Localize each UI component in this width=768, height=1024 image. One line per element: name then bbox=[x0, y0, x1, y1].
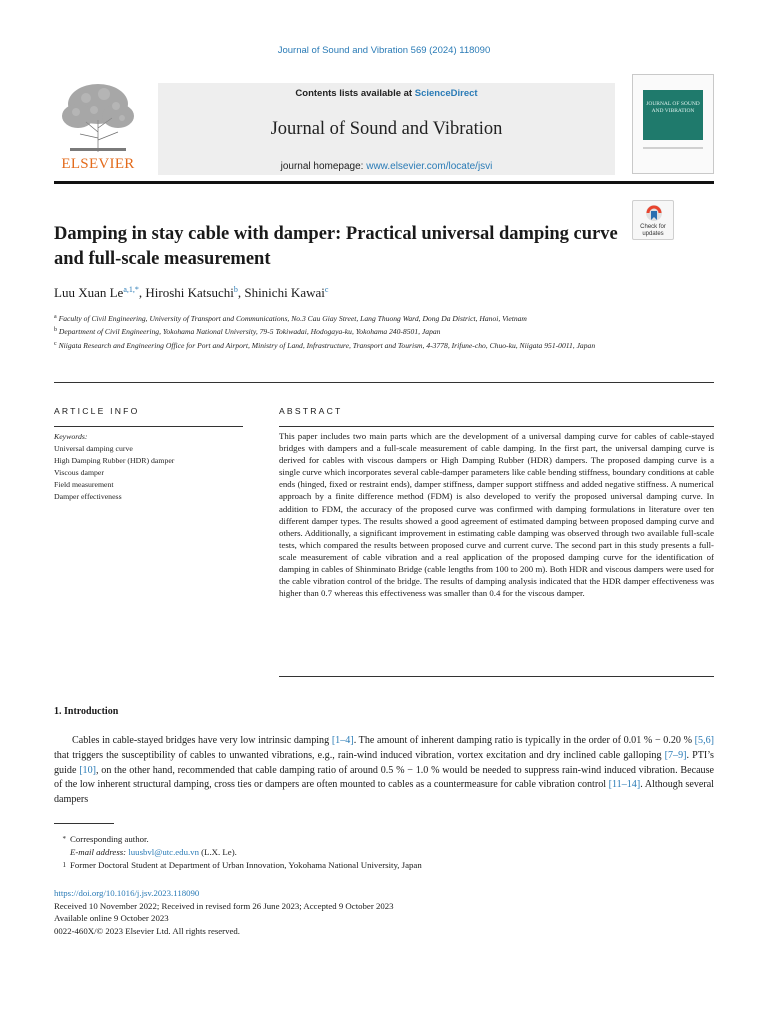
affiliation-item bbox=[54, 312, 614, 324]
journal-masthead bbox=[54, 78, 714, 180]
footnote-text: Former Doctoral Student at Department of Urban Innovation, Yokohama National University, Japan bbox=[70, 860, 422, 870]
email-suffix: (L.X. Le). bbox=[198, 847, 237, 857]
cover-strip bbox=[643, 147, 703, 149]
author-separator: , bbox=[138, 285, 146, 300]
check-label-line2: updates bbox=[642, 231, 664, 237]
cover-panel bbox=[643, 90, 703, 140]
author-affiliation-marks[interactable]: a,1,* bbox=[123, 285, 139, 294]
available-online: Available online 9 October 2023 bbox=[54, 913, 169, 923]
elsevier-logo[interactable] bbox=[54, 78, 144, 174]
intro-text: that triggers the susceptibility of cables to unwanted vibrations, e.g., rain-wind induced vibration, vortex excitation and dry inclined cable galloping bbox=[54, 749, 665, 761]
abstract-rule bbox=[279, 426, 714, 427]
affiliation-mark: c bbox=[54, 340, 57, 347]
footnote-mark: 1 bbox=[62, 861, 66, 869]
contents-line bbox=[158, 88, 615, 99]
reference-link[interactable]: [5,6] bbox=[694, 735, 714, 746]
sciencedirect-link[interactable]: ScienceDirect bbox=[414, 88, 478, 99]
section-divider bbox=[54, 382, 714, 383]
author-separator: , bbox=[237, 285, 245, 300]
journal-citation[interactable]: Journal of Sound and Vibration 569 (2024) 118090 bbox=[277, 45, 491, 56]
keyword-item: Damper effectiveness bbox=[54, 492, 122, 501]
keyword-item: Universal damping curve bbox=[54, 444, 133, 453]
author-affiliation-marks[interactable]: c bbox=[324, 285, 329, 294]
journal-header-box bbox=[158, 83, 615, 175]
received-dates: Received 10 November 2022; Received in revised form 26 June 2023; Accepted 9 October 2023 bbox=[54, 900, 394, 911]
journal-cover-thumbnail[interactable] bbox=[632, 74, 714, 174]
reference-link[interactable]: [1–4] bbox=[331, 735, 354, 746]
tree-emblem-icon bbox=[56, 80, 140, 154]
email-link[interactable]: luusbvl@utc.edu.vn bbox=[128, 847, 199, 857]
keyword-item: Field measurement bbox=[54, 480, 114, 489]
footnote-mark-spacer bbox=[54, 846, 66, 859]
contents-prefix: Contents lists available at bbox=[295, 88, 415, 99]
reference-link[interactable]: [11–14] bbox=[608, 779, 641, 791]
abstract-heading: ABSTRACT bbox=[279, 406, 343, 416]
affiliation-mark: a bbox=[54, 314, 57, 320]
footnote-text: Corresponding author. bbox=[70, 834, 149, 844]
affiliation-item bbox=[54, 325, 614, 337]
affiliation-item bbox=[54, 339, 614, 351]
email-label: E-mail address: bbox=[70, 847, 127, 857]
masthead-rule bbox=[54, 181, 714, 184]
paper-title: Damping in stay cable with damper: Practical universal damping curve and full-scale measurement bbox=[54, 224, 618, 269]
copyright-line: 0022-460X/© 2023 Elsevier Ltd. All rights reserved. bbox=[54, 925, 241, 936]
article-info-heading: ARTICLE INFO bbox=[54, 406, 140, 416]
journal-title: Journal of Sound and Vibration bbox=[270, 119, 503, 139]
keyword-item: Viscous damper bbox=[54, 468, 104, 477]
intro-text: . PTI’s guide bbox=[54, 749, 714, 776]
homepage-prefix: journal homepage: bbox=[280, 161, 367, 172]
author-name[interactable]: Hiroshi Katsuchi bbox=[145, 285, 234, 300]
homepage-line bbox=[158, 161, 615, 172]
footnote-mark: * bbox=[62, 835, 66, 843]
footnote-corresponding bbox=[54, 833, 674, 846]
intro-text: , on the other hand, recommended that cable damping ratio of around 0.5 % − 1.0 % would be needed to suppress rain-wind induced vibration. Because of the low inherent structural damping, cross ties or dampers are often mounted to cables as a countermeasure for cable vibration control bbox=[54, 764, 715, 791]
author-list bbox=[54, 285, 674, 301]
keyword-list bbox=[54, 431, 243, 503]
crossmark-icon bbox=[645, 204, 663, 224]
article-info-rule bbox=[54, 426, 243, 427]
keywords-label: Keywords: bbox=[54, 432, 88, 441]
reference-link[interactable]: [10] bbox=[79, 764, 97, 776]
keyword-item: High Damping Rubber (HDR) damper bbox=[54, 456, 175, 465]
introduction-heading: 1. Introduction bbox=[54, 706, 119, 717]
footnote-former bbox=[54, 859, 674, 872]
intro-text: . Although several dampers bbox=[54, 779, 714, 806]
intro-text: . The amount of inherent damping ratio is typically in the order of 0.01 % − 0.20 % bbox=[353, 735, 695, 746]
introduction-paragraph bbox=[54, 734, 714, 808]
check-label-line1: Check for bbox=[640, 224, 666, 230]
affiliation-list bbox=[54, 312, 614, 352]
publisher-name: ELSEVIER bbox=[61, 156, 135, 172]
publication-info bbox=[54, 887, 654, 937]
affiliation-text: Niigata Research and Engineering Office for Port and Airport, Ministry of Land, Infrastructure, Transport and Tourism, 4-3778, Irifune-cho, Chuo-ku, Niigata 951-0011, Japan bbox=[58, 340, 596, 350]
abstract-text: This paper includes two main parts which are the development of a universal damping curve for cables of cable-stayed bridges with dampers and a full-scale measurement of cable damping. In the first part, the universal damping curve is derived for cables with viscous dampers or High Damping Rubber (HDR) dampers. The proposed damping curve is a single curve which incorporates several cable-damper parameters like cable bending stiffness, boundary conditions at cable ends (hinged, fixed or restraint ends), damper stiffness, damper support stiffness and added negative stiffness. A numerical approach by a finite difference method (FDM) is also developed to verify the proposed universal damping curve. In addition to FDM, the accuracy of the proposed curve was confirmed with damping formulations in literature over ten different damper types. The results showed a good agreement of estimated damping between proposed damping curve and others. Additionally, a significant improvement in estimating cable damping was observed through two available full-scale tests, which compared the results between proposed curve and current curve. The second part in this study presents a full-scale measurement of cable vibration and a real application of the proposed damping curve for the identification of damping in cables of Shinminato Bridge (cable lengths from 100 to 200 m). Both HDR and viscous dampers were used for the cable vibration control of the bridge. The results of damping analysis indicated that the HDR damper effectiveness was higher than 0.7 whereas this effectiveness was smaller than 0.4 for the viscous damper. bbox=[279, 431, 714, 599]
intro-text: Cables in cable-stayed bridges have very low intrinsic damping bbox=[72, 735, 332, 746]
affiliation-text: Faculty of Civil Engineering, University of Transport and Communications, No.3 Cau Giay Street, Lang Thuong Ward, Dong Da District, Hanoi, Vietnam bbox=[58, 314, 527, 323]
author-affiliation-marks[interactable]: b bbox=[233, 285, 238, 294]
footnote-rule bbox=[54, 823, 114, 824]
check-for-updates-button[interactable] bbox=[632, 200, 674, 240]
journal-homepage-link[interactable]: www.elsevier.com/locate/jsvi bbox=[366, 161, 493, 172]
author-name[interactable]: Shinichi Kawai bbox=[244, 285, 325, 300]
abstract-end-rule bbox=[279, 676, 714, 677]
cover-title: JOURNAL OF SOUND AND VIBRATION bbox=[646, 101, 700, 114]
footnote-email bbox=[54, 846, 674, 859]
author-name[interactable]: Luu Xuan Le bbox=[54, 285, 124, 300]
footnotes bbox=[54, 833, 674, 872]
reference-link[interactable]: [7–9] bbox=[664, 749, 687, 761]
doi-link[interactable]: https://doi.org/10.1016/j.jsv.2023.118090 bbox=[54, 888, 200, 898]
check-for-updates-label bbox=[633, 224, 673, 238]
affiliation-text: Department of Civil Engineering, Yokohama National University, 79-5 Tokiwadai, Hodogaya-ku, Yokohama 240-8501, Japan bbox=[58, 327, 441, 337]
affiliation-mark: b bbox=[54, 327, 57, 334]
